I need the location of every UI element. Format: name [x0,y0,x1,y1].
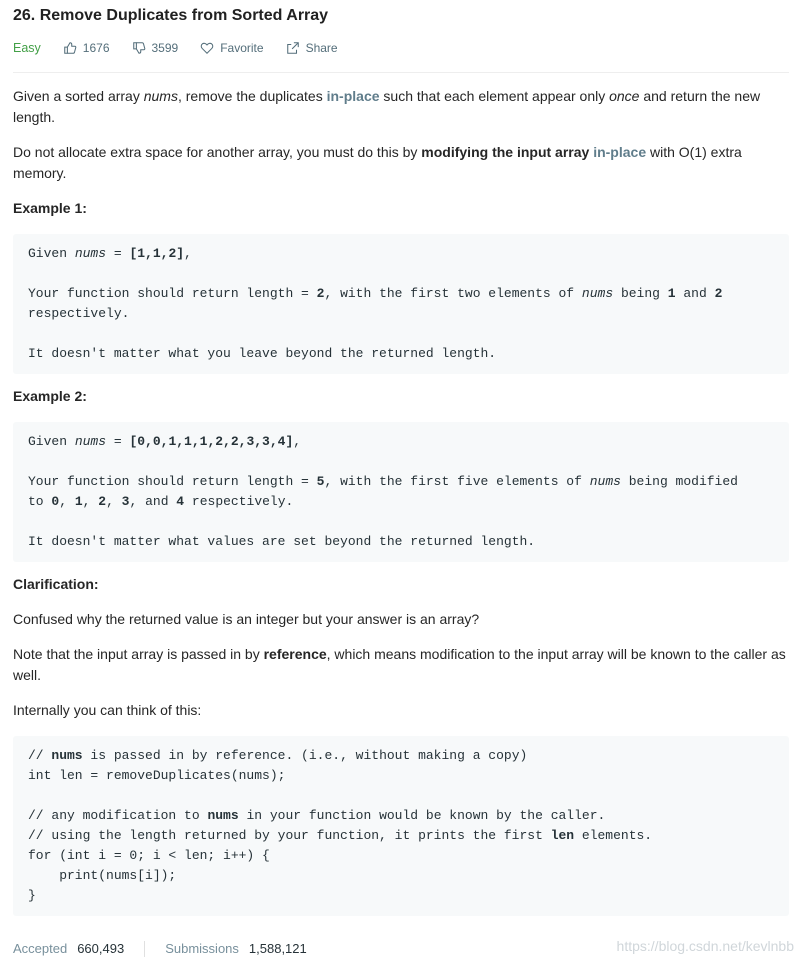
share-button[interactable] [286,40,338,56]
heading-text: Example 2: [13,388,87,404]
code-text: Given [28,246,75,261]
code-text: for (int i = 0; i < len; i++) { [28,848,270,863]
code-text: , [293,434,302,449]
code-bold: len [550,828,575,843]
code-array: [0,0,1,1,1,2,2,3,3,4] [129,434,294,449]
example-1-code [13,234,789,374]
code-bold: 2 [316,286,325,301]
dislike-count: 3599 [151,41,179,55]
code-var: nums [581,286,614,301]
share-icon [286,41,300,55]
code-text: respectively. [28,306,130,321]
code-text: Given [28,434,75,449]
code-text: , and [129,494,177,509]
text: Given a sorted array [13,88,144,104]
code-text: and [675,286,715,301]
problem-title: 26. Remove Duplicates from Sorted Array [13,7,329,24]
text: Note that the input array is passed in by [13,646,264,662]
code-text: // [28,748,52,763]
text: , which means modification to the input array will be known to the caller as well. [13,646,786,683]
clarification-heading [13,574,99,595]
heading-text: Clarification: [13,576,99,592]
favorite-button[interactable] [200,40,263,56]
thumbs-up-icon [63,41,77,55]
submissions-value: 1,588,121 [248,941,307,956]
code-text: being [613,286,668,301]
code-text: } [28,888,36,903]
code-text: , [106,494,122,509]
clarification-code [13,736,789,916]
code-text: int len = removeDuplicates(nums); [28,768,286,783]
description-paragraph [13,86,789,128]
code-var: nums [589,474,621,489]
code-bold: 2 [714,286,723,301]
like-button[interactable] [63,40,110,56]
heading-text: Example 1: [13,200,87,216]
thumbs-down-icon [132,41,146,55]
code-bold: 3 [121,494,130,509]
code-text: , with the first five elements of [324,474,590,489]
accepted-label: Accepted [13,941,68,956]
code-bold: 1 [74,494,83,509]
code-text: in your function would be known by the caller. [238,808,606,823]
text: Do not allocate extra space for another array, you must do this by [13,144,422,160]
code-var: nums [74,434,107,449]
code-bold: nums [207,808,239,823]
example-2-heading [13,386,87,407]
code-var: nums [74,246,107,261]
code-bold: nums [51,748,83,763]
text: and return the new length. [13,88,761,125]
clarification-paragraph: Confused why the returned value is an integer but your answer is an array? [13,611,480,627]
code-text: elements. [574,828,653,843]
text: such that each element appear only [379,88,610,104]
code-text: is passed in by reference. (i.e., without making a copy) [82,748,528,763]
code-bold: 0 [51,494,60,509]
difficulty-badge: Easy [13,41,41,55]
code-text: , [82,494,99,509]
bold-text: reference [263,646,327,662]
text: , remove the duplicates [177,88,327,104]
description-paragraph [13,142,789,184]
code-bold: 2 [98,494,107,509]
clarification-paragraph [13,644,789,686]
code-array: [1,1,2] [129,246,185,261]
code-bold: 4 [176,494,185,509]
favorite-label: Favorite [220,41,264,55]
dislike-button[interactable] [132,40,179,56]
code-bold: 5 [316,474,325,489]
example-1-heading [13,198,87,219]
in-place-link[interactable]: in-place [593,144,647,160]
code-text: // using the length returned by your function, it prints the first [28,828,551,843]
divider [144,941,145,957]
code-text: = [106,434,130,449]
submissions-label: Submissions [165,941,239,956]
watermark: https://blog.csdn.net/kevlnbb [616,938,794,954]
bold-text: modifying the input array [421,144,590,160]
share-label: Share [305,41,338,55]
divider [13,72,789,73]
code-text: , [59,494,75,509]
code-bold: 1 [667,286,676,301]
code-text: It doesn't matter what you leave beyond the returned length. [28,346,497,361]
code-text: // any modification to [28,808,208,823]
clarification-paragraph: Internally you can think of this: [13,702,202,718]
heart-icon [200,41,214,55]
code-text: Your function should return length = [28,474,317,489]
code-text: Your function should return length = [28,286,317,301]
problem-meta-bar [13,40,360,56]
code-text: respectively. [184,494,294,509]
code-text: , [184,246,192,261]
code-text: being modified [620,474,738,489]
code-text: print(nums[i]); [28,868,177,883]
accepted-value: 660,493 [77,941,125,956]
example-2-code [13,422,789,562]
code-text: = [106,246,130,261]
text: with O(1) extra memory. [13,144,742,181]
like-count: 1676 [82,41,110,55]
code-text: It doesn't matter what values are set beyond the returned length. [28,534,536,549]
code-text: , with the first two elements of [324,286,582,301]
var-nums: nums [143,88,178,104]
code-text: to [28,494,52,509]
emphasis-once: once [609,88,640,104]
submission-stats [13,940,307,958]
in-place-link[interactable]: in-place [326,88,380,104]
